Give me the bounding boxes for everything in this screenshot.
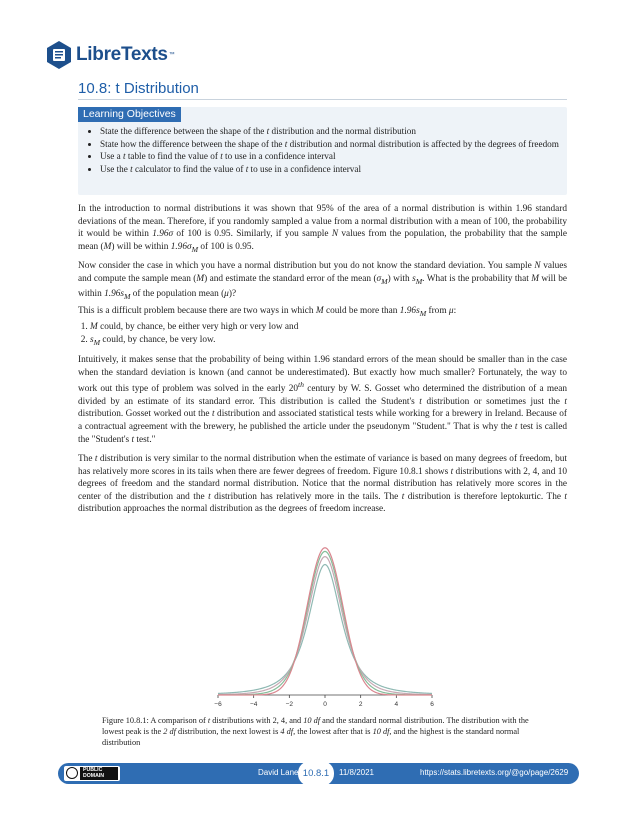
list-item: 2. $s_M$ could, by chance, be very low. [90, 334, 298, 350]
paragraph-intro: In the introduction to normal distributions it was shown that 95% of the area of a normal distribution is within 1.96 standard deviations of the mean. Therefore, if you randomly sampled a value from a normal distribution with a mean of 100, the probability it would be within 1.96σ of 100 is 0.95. Similarly, if you sample N values from the population, the probability that the sample mean (M) will be within $1.96\sigma_M$ of 100 is 0.95. [78, 204, 567, 254]
x-tick-label: −4 [249, 701, 258, 708]
t-distribution-chart [200, 535, 440, 710]
series-line-2-df [218, 565, 432, 694]
public-domain-badge[interactable] [64, 766, 120, 781]
objective-item: • Use the t calculator to find the value of t to use in a confidence interval [100, 163, 560, 176]
libretexts-logo[interactable] [46, 40, 175, 70]
learning-objectives-list [88, 125, 560, 175]
footer-author: David Lane [258, 768, 299, 777]
title-divider [78, 99, 567, 100]
logo-trademark: ™ [168, 52, 175, 58]
footer-date: 11/8/2021 [339, 768, 374, 777]
series-line-10-df [218, 551, 432, 695]
objective-item: • Use a t table to find the value of t to use in a confidence interval [100, 150, 560, 163]
paragraph-gosset: Intuitively, it makes sense that the probability of being within 1.96 standard errors of the mean should be smaller than in the case when the standard deviation is known (and cannot be underestimated). But exactly how much smaller? Fortunately, the way to work out this type of problem was solved in the early 20th century by W. S. Gosset who determined the distribution of a mean divided by an estimate of its standard error. This distribution is called the Student's t distribution or sometimes just the t distribution. Gosset worked out the t distribution and associated statistical tests while working for a brewery in Ireland. Because of a contractual agreement with the brewery, he published the article under the pseudonym "Student." That is why the t test is called the "Student's t test." [78, 355, 567, 445]
learning-objectives-heading: Learning Objectives [78, 107, 181, 122]
page-footer [58, 763, 579, 784]
footer-url[interactable]: https://stats.libretexts.org/@go/page/2629 [420, 768, 569, 777]
list-item: 1. M could, by chance, be either very high or very low and [90, 321, 298, 334]
x-tick-label: 0 [323, 701, 327, 708]
learning-objectives-box [78, 107, 567, 195]
paragraph-unknown-sd: Now consider the case in which you have a normal distribution but you do not know the standard deviation. You sample N values and compute the sample mean (M) and estimate the standard error of the mean $(\sigma_M)$ with $s_M$. What is the probability that M will be within $1.96s_M$ of the population mean (μ)? [78, 261, 568, 301]
libretexts-logo-icon [46, 40, 72, 70]
x-tick-label: 2 [358, 701, 363, 708]
paragraph-difficult-problem: This is a difficult problem because there are two ways in which M could be more than $1.96s_M$ from μ: [78, 306, 457, 318]
paragraph-comparison: The t distribution is very similar to the normal distribution when the estimate of variance is based on many degrees of freedom, but has relatively more scores in its tails when there are fewer degrees of freedom. Figure 10.8.1 shows t distributions with 2, 4, and 10 degrees of freedom and the standard normal distribution. Notice that the normal distribution has relatively more scores in the center of the distribution and the t distribution has relatively more in the tails. The t distribution is therefore leptokurtic. The t distribution approaches the normal distribution as the degrees of freedom increase. [78, 454, 568, 515]
x-tick-label: 4 [394, 701, 399, 708]
series-line-4-df [218, 557, 432, 695]
figure-caption: Figure 10.8.1: A comparison of t distributions with 2, 4, and 10 df and the standard normal distribution. The distribution with the lowest peak is the 2 df distribution, the next lowest is 4 df, the lowest after that is 10 df, and the highest is the standard normal distribution [102, 716, 529, 747]
footer-page-number: 10.8.1 [298, 761, 334, 786]
x-tick-label: −6 [214, 701, 222, 708]
public-domain-label: PUBLIC DOMAIN [80, 767, 118, 780]
page-title: 10.8: t Distribution [78, 80, 199, 97]
logo-wordmark: LibreTexts [76, 44, 168, 65]
series-line-standard-normal [218, 548, 432, 695]
cases-list [78, 321, 298, 349]
objective-item: • State the difference between the shape of the t distribution and the normal distribution [100, 125, 560, 138]
objective-item: • State how the difference between the shape of the t distribution and normal distribution is affected by the degrees of freedom [100, 138, 560, 151]
public-domain-icon [66, 767, 78, 779]
x-tick-label: −2 [285, 701, 294, 708]
x-tick-label: 6 [430, 701, 434, 708]
